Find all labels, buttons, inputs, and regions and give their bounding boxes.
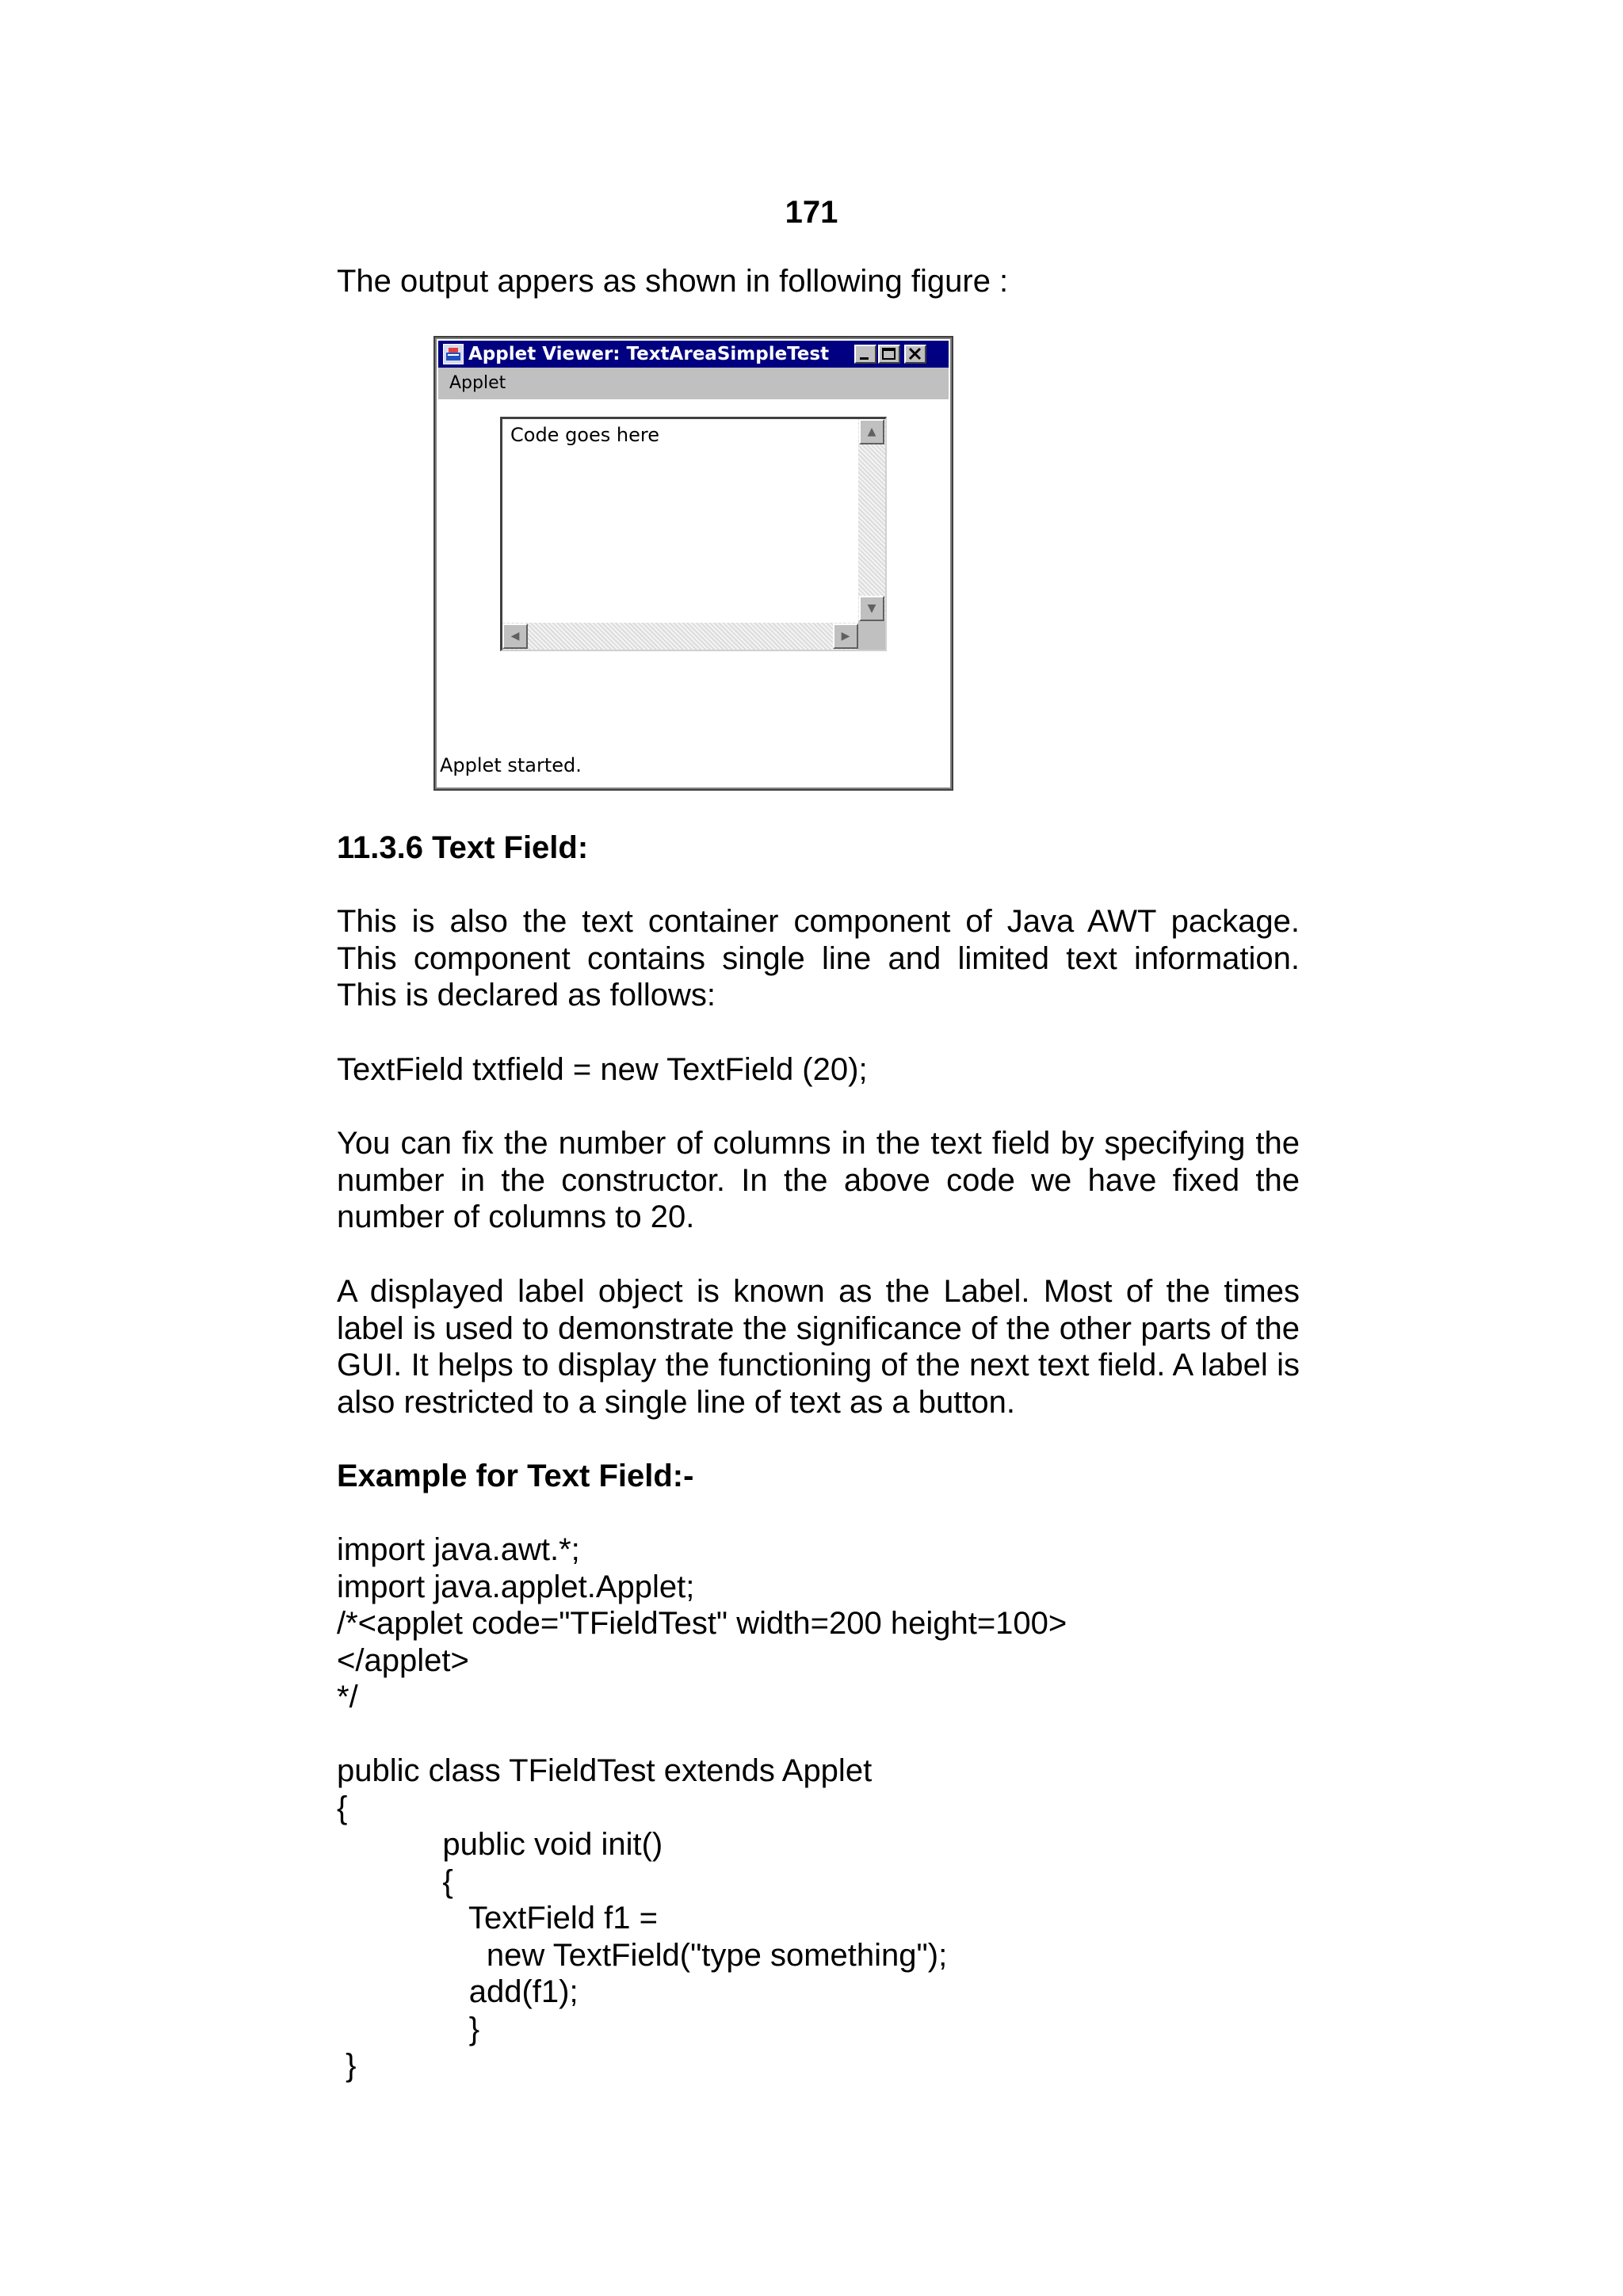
code-line: import java.awt.*; [337,1532,580,1567]
textarea-content: Code goes here [510,424,659,446]
code-line: { [337,1863,453,1899]
code-line: /*<applet code="TFieldTest" width=200 height=100> [337,1606,1067,1641]
code-line: new TextField("type something"); [337,1937,948,1973]
minimize-icon[interactable] [854,345,876,364]
menu-applet[interactable]: Applet [449,373,506,393]
window-title: Applet Viewer: TextAreaSimpleTest [468,344,830,364]
code-line: add(f1); [337,1974,579,2009]
section-heading: 11.3.6 Text Field: [337,830,589,865]
scroll-down-icon[interactable]: ▼ [859,596,884,621]
scrollbar-corner [858,621,885,650]
java-applet-icon [443,344,464,364]
code-line: } [337,2011,480,2046]
code-declaration: TextField txtfield = new TextField (20); [337,1052,868,1087]
paragraph-columns: You can fix the number of columns in the text field by specifying the number in the constructor. In the above code we have fixed the number of columns to 20. [337,1126,1300,1234]
code-line [337,1716,1300,1753]
page-number: 171 [785,195,838,230]
code-line: { [337,1790,348,1825]
code-block [337,1531,1300,2084]
title-bar[interactable] [438,341,949,368]
close-icon[interactable] [904,345,926,364]
intro-text: The output appers as shown in following figure : [337,264,1009,299]
code-line: TextField f1 = [337,1901,658,1936]
code-line: public class TFieldTest extends Applet [337,1753,873,1788]
paragraph-text-field: This is also the text container component of Java AWT package. This component contains single line and limited text information. This is declared as follows: [337,904,1300,1013]
maximize-icon[interactable] [878,345,900,364]
example-heading: Example for Text Field:- [337,1459,694,1493]
scroll-left-icon[interactable]: ◀ [502,624,528,649]
text-area[interactable] [500,417,887,651]
paragraph-label: A displayed label object is known as the Label. Most of the times label is used to demonstrate the significance of the other parts of the GUI. It helps to display the functioning of the next text field. A label is also restricted to a single line of text as a button. [337,1274,1300,1420]
scroll-up-icon[interactable]: ▲ [859,419,884,444]
code-line: </applet> [337,1642,469,1678]
code-line: */ [337,1680,358,1714]
code-line: import java.applet.Applet; [337,1569,695,1604]
status-text: Applet started. [440,754,582,776]
applet-viewer-window [435,338,952,789]
vertical-scrollbar[interactable] [858,419,885,621]
horizontal-scrollbar[interactable] [502,623,858,650]
code-line: public void init() [337,1827,663,1862]
scroll-right-icon[interactable]: ▶ [833,624,858,649]
code-line: } [337,2048,357,2083]
menu-bar [438,368,949,399]
